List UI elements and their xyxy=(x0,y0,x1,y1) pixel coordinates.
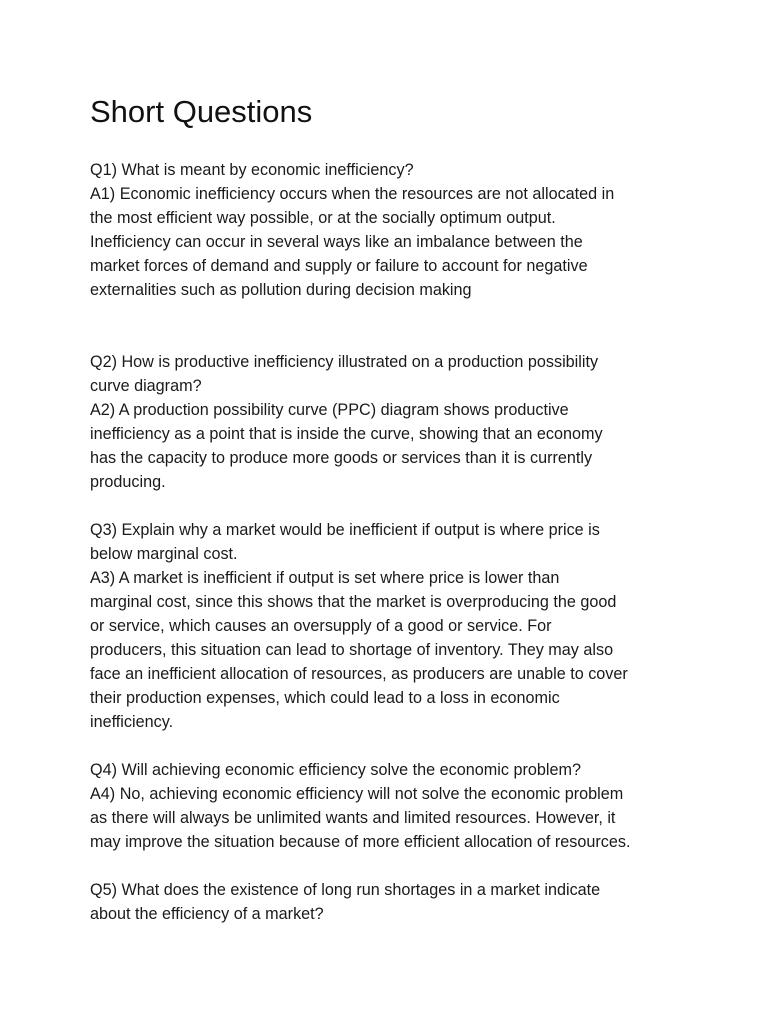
answer-2-line: has the capacity to produce more goods or services than it is currently xyxy=(90,449,593,467)
answer-1-line: externalities such as pollution during decision making xyxy=(90,281,472,299)
answer-1-line: Inefficiency can occur in several ways like an imbalance between the xyxy=(90,233,583,251)
answer-3-line: their production expenses, which could lead to a loss in economic xyxy=(90,689,560,707)
answer-3-line: producers, this situation can lead to shortage of inventory. They may also xyxy=(90,641,614,659)
answer-3-line: inefficiency. xyxy=(90,713,174,731)
answer-3-line: marginal cost, since this shows that the market is overproducing the good xyxy=(90,593,617,611)
answer-3-line: or service, which causes an oversupply of a good or service. For xyxy=(90,617,552,635)
answer-1-line: market forces of demand and supply or failure to account for negative xyxy=(90,257,588,275)
question-4: Q4) Will achieving economic efficiency solve the economic problem? xyxy=(90,761,581,779)
question-3-line: Q3) Explain why a market would be inefficient if output is where price is xyxy=(90,521,600,539)
answer-2-line: inefficiency as a point that is inside the curve, showing that an economy xyxy=(90,425,603,443)
answer-2-line: A2) A production possibility curve (PPC) diagram shows productive xyxy=(90,401,569,419)
question-2-line: curve diagram? xyxy=(90,377,202,395)
question-2-line: Q2) How is productive inefficiency illustrated on a production possibility xyxy=(90,353,599,371)
answer-4-line: may improve the situation because of more efficient allocation of resources. xyxy=(90,833,631,851)
answer-1-line: the most efficient way possible, or at the socially optimum output. xyxy=(90,209,556,227)
answer-2-line: producing. xyxy=(90,473,166,491)
answer-3-line: face an inefficient allocation of resources, as producers are unable to cover xyxy=(90,665,628,683)
question-5-line: about the efficiency of a market? xyxy=(90,905,324,923)
answer-4-line: A4) No, achieving economic efficiency will not solve the economic problem xyxy=(90,785,624,803)
answer-3-line: A3) A market is inefficient if output is set where price is lower than xyxy=(90,569,560,587)
question-1: Q1) What is meant by economic inefficiency? xyxy=(90,161,414,179)
question-5-line: Q5) What does the existence of long run shortages in a market indicate xyxy=(90,881,601,899)
document-title: Short Questions xyxy=(90,94,313,129)
question-3-line: below marginal cost. xyxy=(90,545,238,563)
answer-1-line: A1) Economic inefficiency occurs when the resources are not allocated in xyxy=(90,185,615,203)
answer-4-line: as there will always be unlimited wants and limited resources. However, it xyxy=(90,809,616,827)
